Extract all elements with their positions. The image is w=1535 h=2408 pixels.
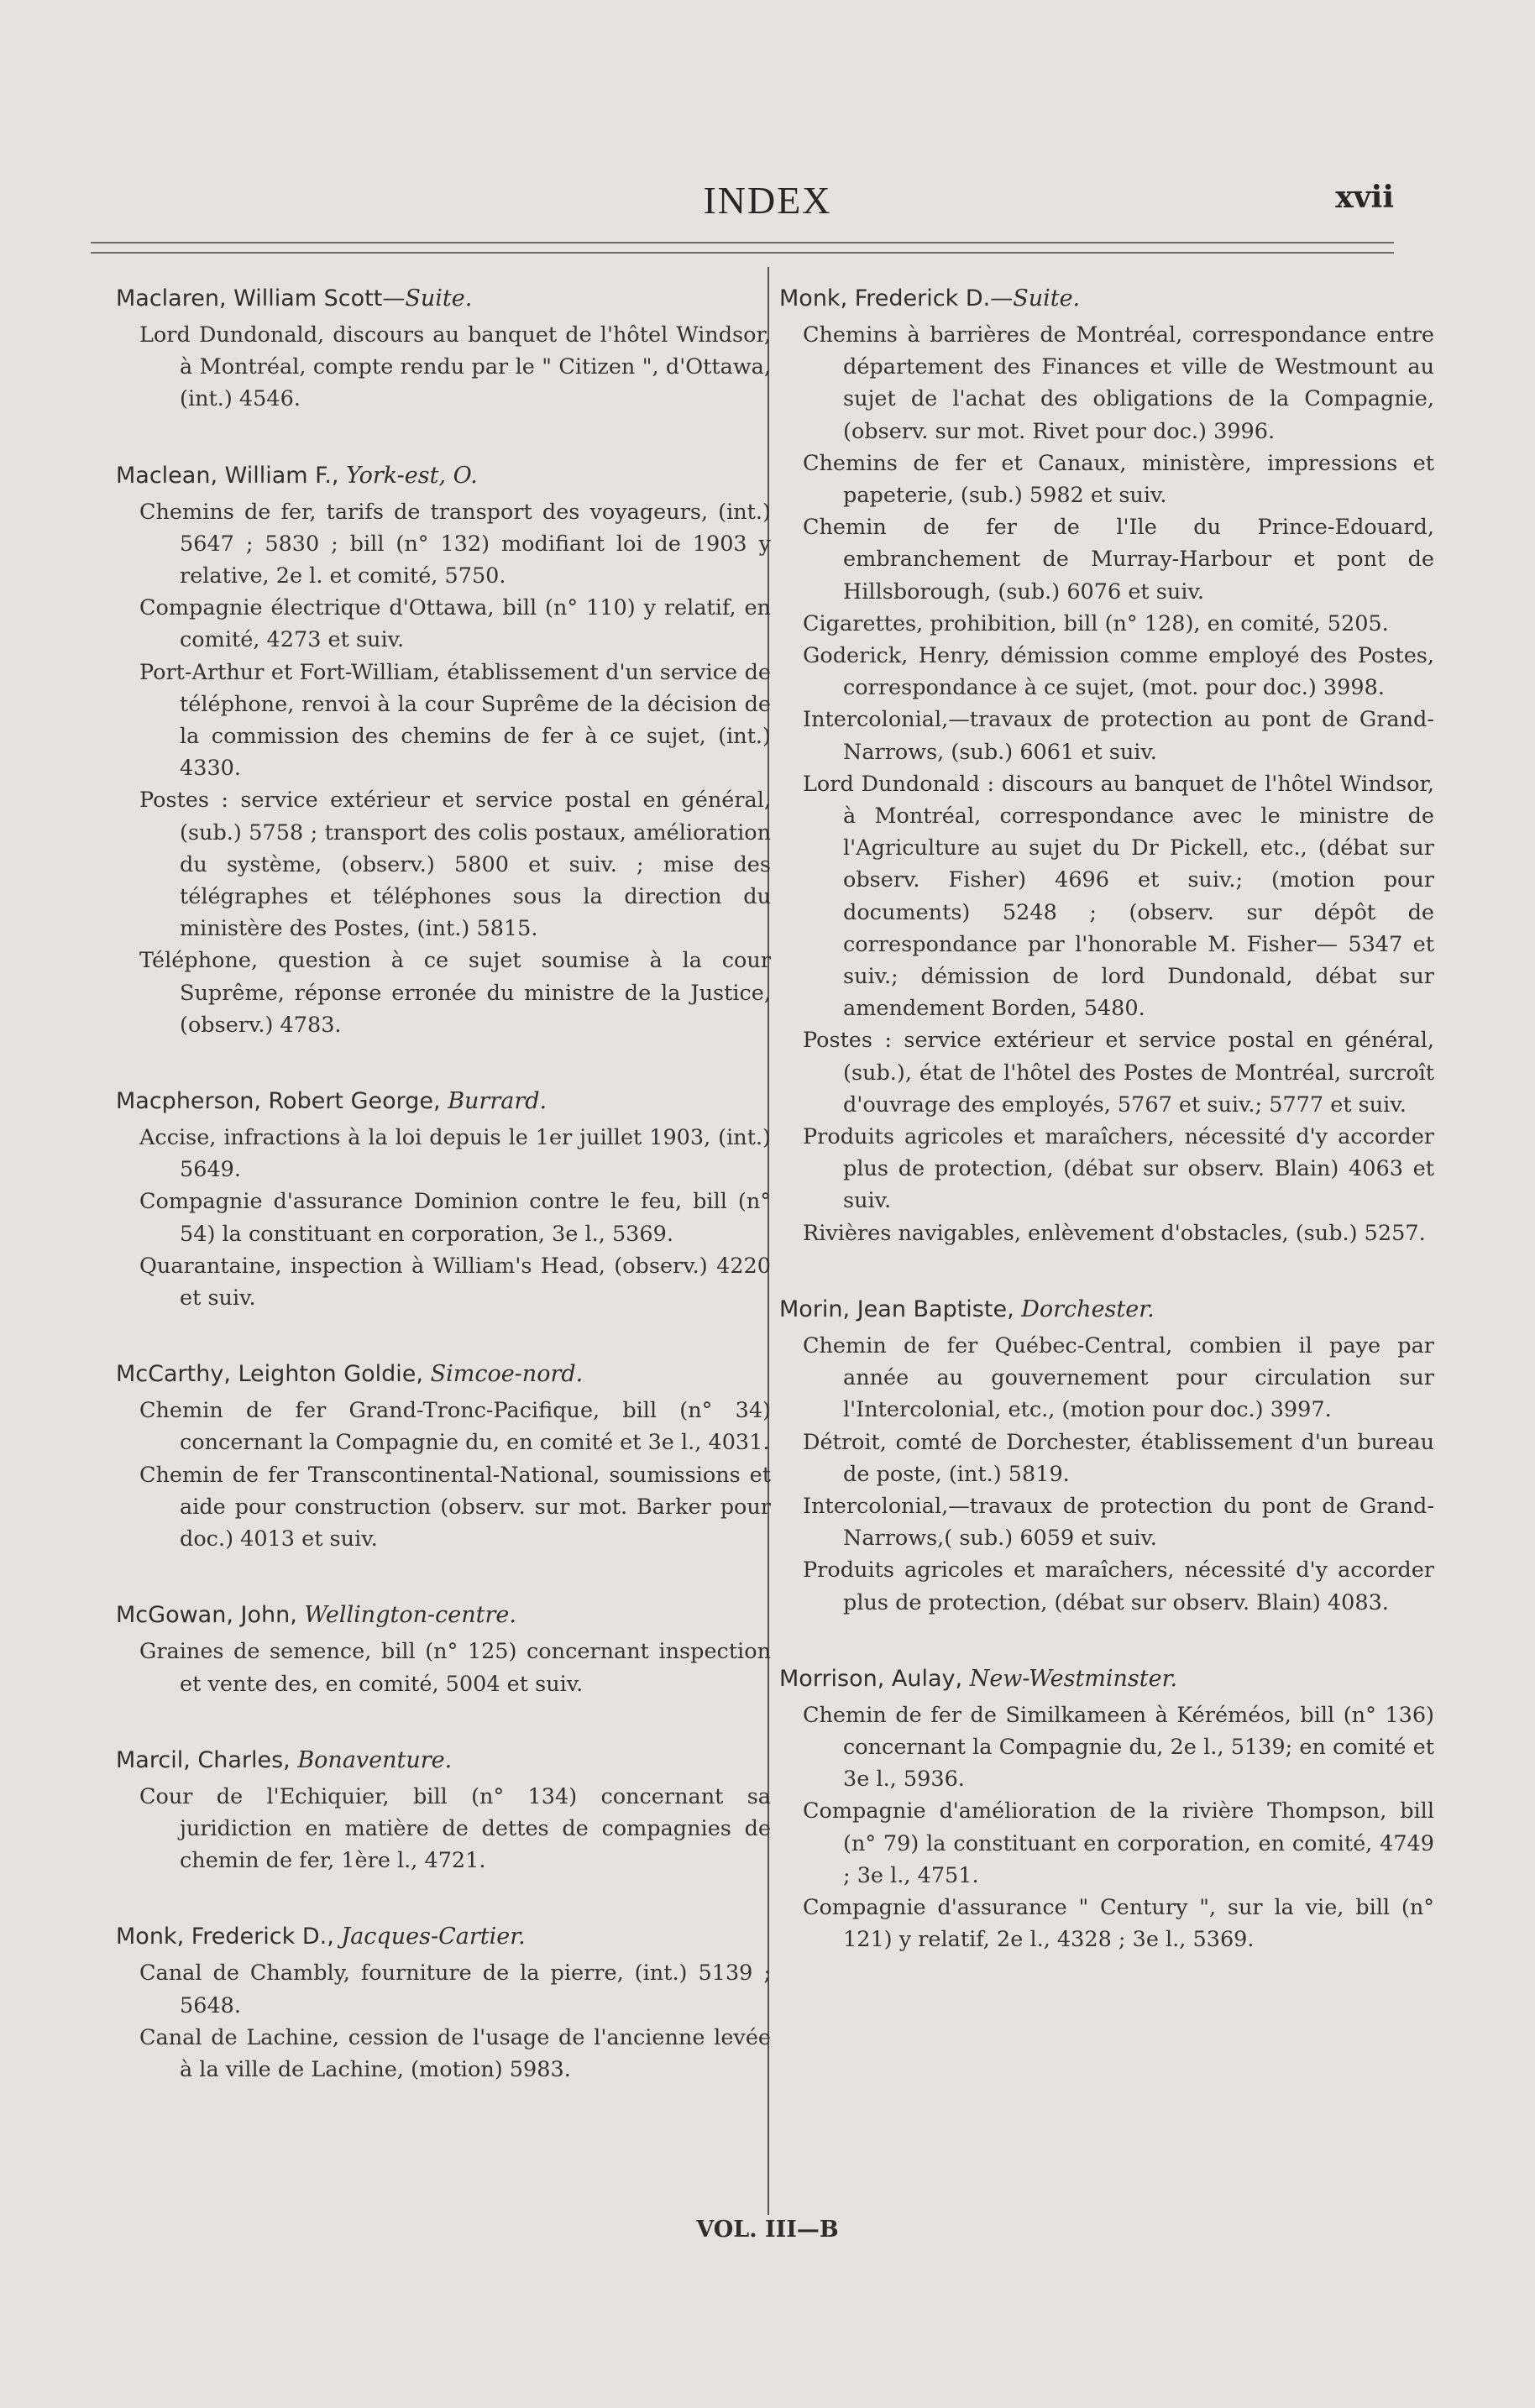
entry-subject: Détroit, comté de Dorchester, établissement d'un bureau de poste, (int.) 5819. — [803, 1429, 1434, 1487]
index-entry — [116, 458, 771, 1041]
entry-subject: Intercolonial,—travaux de protection du pont de Grand-Narrows,( sub.) 6059 et suiv. — [803, 1493, 1434, 1552]
entry-subject: Cigarettes, prohibition, bill (n° 128), en comité, 5205. — [803, 610, 1389, 636]
entry-subject: Postes : service extérieur et service postal en général, (sub.), état de l'hôtel des Postes de Montréal, surcroît d'ouvrage des employés, 5767 et suiv.; 5777 et suiv. — [803, 1028, 1434, 1118]
entry-name — [116, 1919, 771, 1955]
entry-subject: Rivières navigables, enlèvement d'obstacles, (sub.) 5257. — [803, 1220, 1426, 1246]
member-name: Marcil, Charles, — [116, 1746, 291, 1773]
page-number: xvii — [1335, 180, 1394, 215]
index-entry — [116, 1597, 771, 1699]
member-name: Morrison, Aulay, — [779, 1665, 963, 1692]
entry-subject: Cour de l'Echiquier, bill (n° 134) concernant sa juridiction en matière de dettes de compagnies de chemin de fer, 1ère l., 4721. — [139, 1783, 771, 1874]
index-entry — [116, 1083, 771, 1314]
entry-subject: Postes : service extérieur et service postal en général, (sub.) 5758 ; transport des colis postaux, amélioration du système, (observ.) 5800 et suiv. ; mise des télégraphes et téléphones sous la direction du ministère des Postes, (int.) 5815. — [139, 788, 771, 942]
member-name: Maclaren, William Scott — [116, 285, 383, 311]
entry-subject: Lord Dundonald : discours au banquet de l'hôtel Windsor, à Montréal, correspondance avec le ministre de l'Agriculture au sujet du Dr Pickell, etc., (débat sur observ. Fisher) 4696 et suiv.; (motion pour documents) 5248 ; (observ. sur dépôt de correspondance par l'honorable M. Fisher— 5347 et suiv.; démission de lord Dundonald, débat sur amendement Borden, 5480. — [803, 771, 1434, 1022]
entry-name — [116, 280, 771, 317]
entry-name — [779, 280, 1434, 317]
entry-subject: Compagnie d'assurance " Century ", sur la vie, bill (n° 121) y relatif, 2e l., 4328 ; 3e l., 5369. — [803, 1894, 1434, 1953]
member-name: Monk, Frederick D., — [116, 1924, 334, 1950]
member-riding: New-Westminster. — [969, 1665, 1178, 1692]
entry-subject: Chemin de fer Québec-Central, combien il paye par année au gouvernement pour circulation sur l'Intercolonial, etc., (motion pour doc.) 3997. — [803, 1332, 1434, 1423]
entry-name — [116, 1356, 771, 1393]
entry-name — [116, 458, 771, 495]
index-entry — [779, 1661, 1434, 1956]
member-name: McCarthy, Leighton Goldie, — [116, 1361, 423, 1388]
volume-footer: VOL. III—B — [696, 2217, 839, 2243]
entry-name — [116, 1742, 771, 1779]
member-riding: Burrard. — [448, 1088, 547, 1115]
member-riding: Simcoe-nord. — [430, 1361, 584, 1388]
entry-subject: Chemins à barrières de Montréal, correspondance entre département des Finances et ville de Westmount au sujet de l'achat des obligations de la Compagnie, (observ. sur mot. Rivet pour doc.) 3996. — [803, 322, 1434, 444]
entry-subject: Chemins de fer, tarifs de transport des voyageurs, (int.) 5647 ; 5830 ; bill (n° 132) modifiant loi de 1903 y relative, 2e l. et comité, 5750. — [139, 499, 771, 589]
member-riding: Bonaventure. — [297, 1746, 453, 1773]
entry-subject: Produits agricoles et maraîchers, nécessité d'y accorder plus de protection, (débat sur observ. Blain) 4083. — [803, 1557, 1434, 1615]
entry-subject: Chemin de fer Transcontinental-National, soumissions et aide pour construction (observ. sur mot. Barker pour doc.) 4013 et suiv. — [139, 1462, 771, 1552]
entry-name — [779, 1291, 1434, 1328]
member-riding: Dorchester. — [1021, 1296, 1155, 1322]
entry-subject: Port-Arthur et Fort-William, établissement d'un service de téléphone, renvoi à la cour Suprême de la décision de la commission des chemins de fer à ce sujet, (int.) 4330. — [139, 659, 771, 782]
index-entry — [116, 280, 771, 416]
header-rule-bottom — [91, 252, 1394, 254]
entry-subject: Accise, infractions à la loi depuis le 1er juillet 1903, (int.) 5649. — [139, 1125, 771, 1183]
member-riding: —Suite. — [990, 285, 1081, 311]
entry-name — [779, 1661, 1434, 1698]
left-column — [116, 280, 771, 2128]
entry-subject: Quarantaine, inspection à William's Head, (observ.) 4220 et suiv. — [139, 1253, 771, 1311]
member-riding: Jacques-Cartier. — [341, 1924, 526, 1950]
right-column — [779, 280, 1434, 1997]
entry-subject: Chemin de fer de l'Ile du Prince-Edouard, embranchement de Murray-Harbour et pont de Hillsborough, (sub.) 6076 et suiv. — [803, 515, 1434, 605]
entry-name — [116, 1597, 771, 1634]
member-name: Macpherson, Robert George, — [116, 1088, 441, 1115]
entry-subject: Chemin de fer Grand-Tronc-Pacifique, bill (n° 34) concernant la Compagnie du, en comité et 3e l., 4031. — [139, 1398, 771, 1456]
entry-subject: Compagnie d'assurance Dominion contre le feu, bill (n° 54) la constituant en corporation, 3e l., 5369. — [139, 1189, 771, 1247]
entry-subject: Intercolonial,—travaux de protection au pont de Grand-Narrows, (sub.) 6061 et suiv. — [803, 707, 1434, 765]
entry-subject: Canal de Chambly, fourniture de la pierre, (int.) 5139 ; 5648. — [139, 1960, 771, 2018]
entry-name — [116, 1083, 771, 1120]
index-entry — [116, 1742, 771, 1877]
index-entry — [779, 280, 1434, 1249]
page-title: INDEX — [703, 179, 832, 222]
entry-subject: Chemins de fer et Canaux, ministère, impressions et papeterie, (sub.) 5982 et suiv. — [803, 450, 1434, 509]
header-rule-top — [91, 242, 1394, 243]
index-entry — [779, 1291, 1434, 1619]
entry-subject: Chemin de fer de Similkameen à Kéréméos, bill (n° 136) concernant la Compagnie du, 2e l., 5139; en comité et 3e l., 5936. — [803, 1702, 1434, 1793]
member-name: Maclean, William F., — [116, 462, 339, 489]
entry-subject: Compagnie d'amélioration de la rivière Thompson, bill (n° 79) la constituant en corporation, en comité, 4749 ; 3e l., 4751. — [803, 1798, 1434, 1888]
entry-subject: Téléphone, question à ce sujet soumise à la cour Suprême, réponse erronée du ministre de la Justice, (observ.) 4783. — [139, 948, 771, 1038]
entry-subject: Canal de Lachine, cession de l'usage de l'ancienne levée à la ville de Lachine, (motion) 5983. — [139, 2024, 771, 2082]
member-riding: Wellington-centre. — [304, 1602, 516, 1629]
entry-subject: Lord Dundonald, discours au banquet de l'hôtel Windsor, à Montréal, compte rendu par le " Citizen ", d'Ottawa, (int.) 4546. — [139, 322, 771, 412]
index-entry — [116, 1919, 771, 2086]
member-riding: —Suite. — [382, 285, 473, 311]
member-name: McGowan, John, — [116, 1602, 297, 1629]
member-riding: York-est, O. — [346, 462, 478, 489]
entry-subject: Produits agricoles et maraîchers, nécessité d'y accorder plus de protection, (débat sur observ. Blain) 4063 et suiv. — [803, 1124, 1434, 1214]
entry-subject: Graines de semence, bill (n° 125) concernant inspection et vente des, en comité, 5004 et suiv. — [139, 1639, 771, 1697]
index-entry — [116, 1356, 771, 1555]
member-name: Monk, Frederick D. — [779, 285, 991, 311]
entry-subject: Compagnie électrique d'Ottawa, bill (n° 110) y relatif, en comité, 4273 et suiv. — [139, 595, 771, 653]
entry-subject: Goderick, Henry, démission comme employé des Postes, correspondance à ce sujet, (mot. pour doc.) 3998. — [803, 643, 1434, 701]
member-name: Morin, Jean Baptiste, — [779, 1296, 1014, 1322]
